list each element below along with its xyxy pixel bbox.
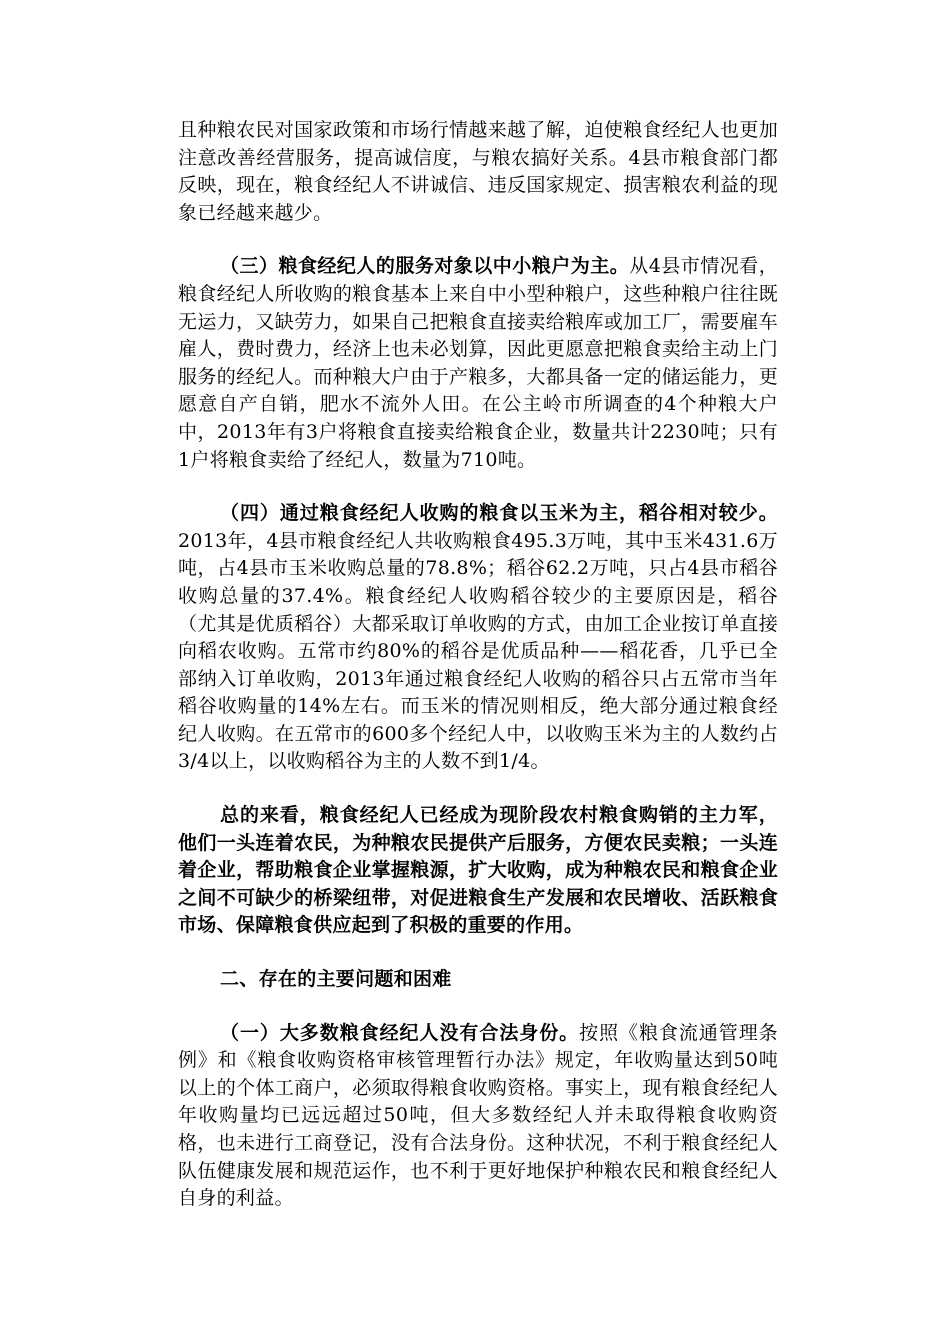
paragraph-lead: （三）粮食经纪人的服务对象以中小粮户为主。 bbox=[220, 255, 630, 278]
paragraph-lead: （一）大多数粮食经纪人没有合法身份。 bbox=[220, 1021, 580, 1044]
paragraph-service-targets bbox=[178, 253, 778, 474]
paragraph-text: 且种粮农民对国家政策和市场行情越来越了解，迫使粮食经纪人也更加注意改善经营服务，提高诚信度，与粮农搞好关系。4县市粮食部门都反映，现在，粮食经纪人不讲诚信、违反国家规定、损害粮农利益的现象已经越来越少。 bbox=[178, 119, 778, 224]
document-page bbox=[178, 117, 778, 1213]
paragraph-continuation bbox=[178, 117, 778, 227]
section-heading: 二、存在的主要问题和困难 bbox=[220, 968, 452, 991]
paragraph-lead: （四）通过粮食经纪人收购的粮食以玉米为主，稻谷相对较少。 bbox=[220, 502, 778, 525]
paragraph-text: 2013年，4县市粮食经纪人共收购粮食495.3万吨，其中玉米431.6万吨，占4县市玉米收购总量的78.8%；稻谷62.2万吨，只占4县市稻谷收购总量的37.4%。粮食经纪人收购稻谷较少的主要原因是，稻谷（尤其是优质稻谷）大都采取订单收购的方式，由加工企业按订单直接向稻农收购。五常市约80%的稻谷是优质品种——稻花香，几乎已全部纳入订单收购，2013年通过粮食经纪人收购的稻谷只占五常市当年稻谷收购量的14%左右。而玉米的情况则相反，绝大部分通过粮食经纪人收购。在五常市的600多个经纪人中，以收购玉米为主的人数约占3/4以上，以收购稻谷为主的人数不到1/4。 bbox=[178, 529, 778, 773]
paragraph-corn-rice bbox=[178, 500, 778, 776]
paragraph-summary bbox=[178, 802, 778, 940]
paragraph-text: 按照《粮食流通管理条例》和《粮食收购资格审核管理暂行办法》规定，年收购量达到50吨以上的个体工商户，必须取得粮食收购资格。事实上，现有粮食经纪人年收购量均已远远超过50吨，但大多数经纪人并未取得粮食收购资格，也未进行工商登记，没有合法身份。这种状况，不利于粮食经纪人队伍健康发展和规范运作，也不利于更好地保护种粮农民和粮食经纪人自身的利益。 bbox=[178, 1021, 778, 1210]
paragraph-legal-identity bbox=[178, 1020, 778, 1213]
paragraph-text: 总的来看，粮食经纪人已经成为现阶段农村粮食购销的主力军，他们一头连着农民，为种粮农民提供产后服务，方便农民卖粮；一头连着企业，帮助粮食企业掌握粮源，扩大收购，成为种粮农民和粮食企业之间不可缺少的桥梁纽带，对促进粮食生产发展和农民增收、活跃粮食市场、保障粮食供应起到了积极的重要的作用。 bbox=[178, 804, 778, 937]
paragraph-text: 从4县市情况看，粮食经纪人所收购的粮食基本上来自中小型种粮户，这些种粮户往往既无运力，又缺劳力，如果自己把粮食直接卖给粮库或加工厂，需要雇车雇人，费时费力，经济上也未必划算，因此更愿意把粮食卖给主动上门服务的经纪人。而种粮大户由于产粮多，大都具备一定的储运能力，更愿意自产自销，肥水不流外人田。在公主岭市所调查的4个种粮大户中，2013年有3户将粮食直接卖给粮食企业，数量共计2230吨；只有1户将粮食卖给了经纪人，数量为710吨。 bbox=[178, 255, 778, 471]
